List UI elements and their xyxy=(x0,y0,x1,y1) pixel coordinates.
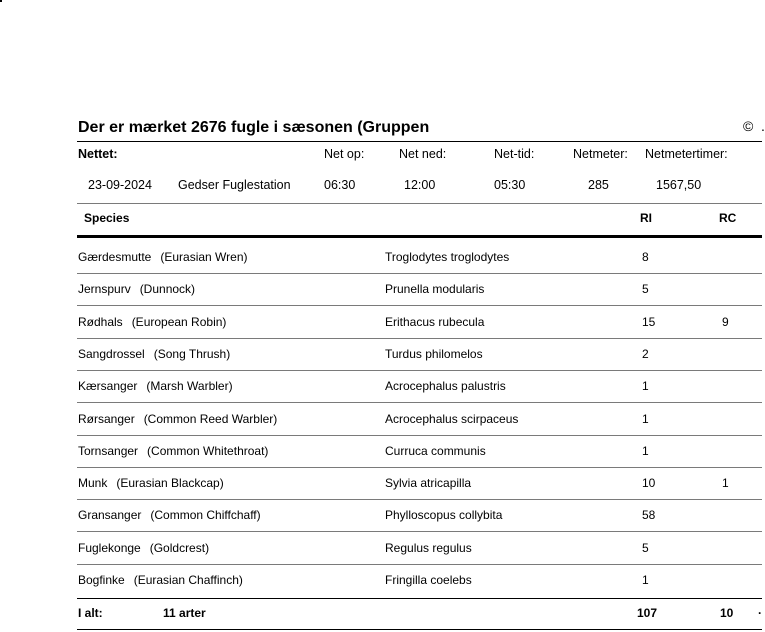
species-ri-count: 2 xyxy=(642,347,649,361)
row-divider xyxy=(77,499,762,500)
net-op-label: Net op: xyxy=(324,147,365,161)
netmeter-label: Netmeter: xyxy=(573,147,628,161)
bottom-rule xyxy=(77,629,762,630)
species-danish-name: Gærdesmutte xyxy=(78,250,152,264)
species-english-name: (Common Whitethroat) xyxy=(147,444,269,458)
nettet-label: Nettet: xyxy=(78,147,118,161)
species-english-name: (European Robin) xyxy=(131,315,227,329)
species-column-header: Species xyxy=(84,211,130,225)
row-divider xyxy=(77,370,762,371)
species-ri-count: 1 xyxy=(642,412,649,426)
net-op-value: 06:30 xyxy=(324,178,356,192)
totals-tail: · xyxy=(758,606,762,620)
species-danish-name: Munk xyxy=(78,476,108,490)
species-english-name: (Dunnock) xyxy=(139,282,196,296)
row-divider xyxy=(77,273,762,274)
species-english-name: (Eurasian Blackcap) xyxy=(116,476,224,490)
species-danish-name: Fuglekonge xyxy=(78,541,141,555)
species-english-name: (Eurasian Wren) xyxy=(160,250,248,264)
species-name xyxy=(78,315,226,329)
netmetertimer-label: Netmetertimer: xyxy=(645,147,728,161)
species-english-name: (Marsh Warbler) xyxy=(146,379,233,393)
species-name xyxy=(78,573,243,587)
species-danish-name: Kærsanger xyxy=(78,379,138,393)
row-divider xyxy=(77,305,762,306)
species-latin-name: Troglodytes troglodytes xyxy=(385,250,510,264)
net-tid-label: Net-tid: xyxy=(494,147,535,161)
species-danish-name: Tornsanger xyxy=(78,444,139,458)
species-name xyxy=(78,476,224,490)
species-name xyxy=(78,250,248,264)
species-ri-count: 10 xyxy=(642,476,656,490)
species-ri-count: 1 xyxy=(642,444,649,458)
row-divider xyxy=(77,435,762,436)
species-latin-name: Fringilla coelebs xyxy=(385,573,472,587)
species-danish-name: Sangdrossel xyxy=(78,347,145,361)
rc-column-header: RC xyxy=(719,211,737,225)
report-title: Der er mærket 2676 fugle i sæsonen (Gruppen xyxy=(78,119,430,136)
netmetertimer-value: 1567,50 xyxy=(656,178,702,192)
species-english-name: (Common Reed Warbler) xyxy=(143,412,278,426)
species-latin-name: Regulus regulus xyxy=(385,541,472,555)
net-rule xyxy=(77,203,762,204)
totals-species-count: 11 arter xyxy=(163,606,206,620)
net-tid-value: 05:30 xyxy=(494,178,526,192)
species-danish-name: Rødhals xyxy=(78,315,123,329)
netmeter-value: 285 xyxy=(588,178,609,192)
species-latin-name: Acrocephalus palustris xyxy=(385,379,506,393)
species-danish-name: Bogfinke xyxy=(78,573,125,587)
species-latin-name: Erithacus rubecula xyxy=(385,315,485,329)
species-latin-name: Turdus philomelos xyxy=(385,347,483,361)
species-english-name: (Common Chiffchaff) xyxy=(150,508,261,522)
title-rule xyxy=(77,141,762,142)
row-divider xyxy=(77,531,762,532)
totals-label: I alt: xyxy=(78,606,103,620)
copyright-tail: . xyxy=(761,118,765,134)
net-ned-value: 12:00 xyxy=(404,178,436,192)
species-ri-count: 8 xyxy=(642,250,649,264)
species-english-name: (Song Thrush) xyxy=(153,347,231,361)
net-date: 23-09-2024 xyxy=(88,178,152,192)
totals-ri: 107 xyxy=(637,606,658,620)
species-name xyxy=(78,444,268,458)
row-divider xyxy=(77,338,762,339)
row-divider xyxy=(77,564,762,565)
row-divider xyxy=(77,467,762,468)
species-english-name: (Eurasian Chaffinch) xyxy=(133,573,243,587)
row-divider xyxy=(77,402,762,403)
species-name xyxy=(78,379,233,393)
species-name xyxy=(78,541,209,555)
species-ri-count: 15 xyxy=(642,315,656,329)
species-latin-name: Prunella modularis xyxy=(385,282,485,296)
species-latin-name: Curruca communis xyxy=(385,444,486,458)
totals-rc: 10 xyxy=(720,606,734,620)
net-ned-label: Net ned: xyxy=(399,147,447,161)
species-ri-count: 5 xyxy=(642,541,649,555)
header-thick-rule xyxy=(77,235,762,238)
species-danish-name: Jernspurv xyxy=(78,282,131,296)
species-danish-name: Gransanger xyxy=(78,508,142,522)
corner-dot xyxy=(0,0,2,2)
species-rc-count: 9 xyxy=(722,315,729,329)
species-latin-name: Acrocephalus scirpaceus xyxy=(385,412,519,426)
species-name xyxy=(78,347,230,361)
species-ri-count: 5 xyxy=(642,282,649,296)
species-danish-name: Rørsanger xyxy=(78,412,135,426)
species-name xyxy=(78,412,277,426)
species-ri-count: 1 xyxy=(642,573,649,587)
species-english-name: (Goldcrest) xyxy=(149,541,210,555)
species-latin-name: Sylvia atricapilla xyxy=(385,476,472,490)
species-name xyxy=(78,282,195,296)
totals-rule xyxy=(77,598,762,599)
ri-column-header: RI xyxy=(640,211,652,225)
copyright-mark: © xyxy=(743,118,754,134)
species-name xyxy=(78,508,261,522)
net-station: Gedser Fuglestation xyxy=(178,178,291,192)
species-ri-count: 58 xyxy=(642,508,656,522)
species-latin-name: Phylloscopus collybita xyxy=(385,508,503,522)
species-ri-count: 1 xyxy=(642,379,649,393)
species-rc-count: 1 xyxy=(722,476,729,490)
